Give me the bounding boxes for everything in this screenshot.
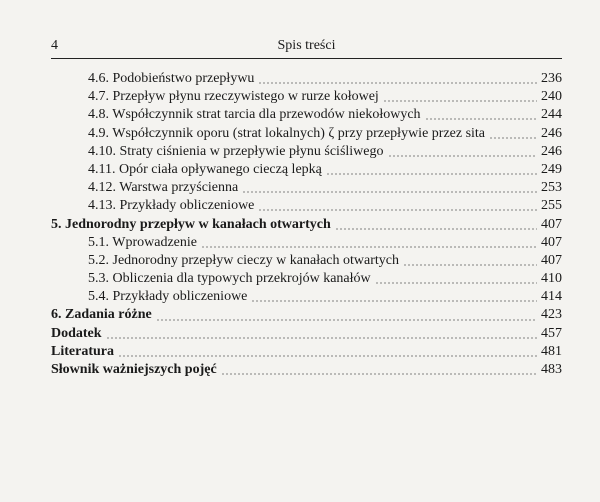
table-of-contents [51,70,562,379]
toc-leader-dots [403,264,537,266]
toc-entry-page: 414 [541,289,562,305]
toc-entry [51,179,562,197]
toc-entry-page: 407 [541,252,562,268]
running-title: Spis treści [277,38,336,53]
toc-leader-dots [326,173,537,175]
toc-leader-dots [221,373,537,375]
toc-entry-label: Literatura [51,343,114,359]
toc-leader-dots [106,337,537,339]
toc-entry [51,252,562,270]
toc-leader-dots [118,355,537,357]
toc-entry-label: 4.11. Opór ciała opływanego cieczą lepką [88,161,322,177]
toc-entry-label: 5.3. Obliczenia dla typowych przekrojów kanałów [88,271,371,287]
toc-leader-dots [335,228,537,230]
toc-entry [51,343,562,361]
toc-entry-label: 5.4. Przykłady obliczeniowe [88,289,248,305]
toc-entry-label: 4.9. Współczynnik oporu (strat lokalnych) ζ przy przepływie przez sita [88,125,486,141]
toc-entry [51,161,562,179]
page-number: 4 [51,38,58,53]
page-header [51,36,562,59]
toc-leader-dots [388,155,538,157]
toc-leader-dots [156,319,537,321]
toc-entry-label: Słownik ważniejszych pojęć [51,362,217,377]
toc-entry-label: Dodatek [51,325,102,341]
toc-entry-page: 457 [541,325,562,341]
toc-entry-label: 4.8. Współczynnik strat tarcia dla przewodów niekołowych [88,107,421,123]
toc-entry-page: 246 [541,125,562,141]
toc-entry [51,270,562,288]
toc-leader-dots [425,118,537,120]
toc-entry-page: 410 [541,271,562,287]
toc-entry-label: 5.2. Jednorodny przepływ cieczy w kanałach otwartych [88,252,399,268]
toc-entry [51,197,562,215]
toc-entry-page: 483 [541,362,562,377]
toc-entry [51,325,562,343]
toc-entry [51,234,562,252]
toc-entry [51,288,562,306]
toc-entry-page: 423 [541,307,562,323]
toc-entry-page: 407 [541,216,562,232]
toc-entry [51,106,562,124]
toc-leader-dots [258,209,537,211]
toc-entry-page: 244 [541,107,562,123]
toc-leader-dots [375,282,537,284]
toc-entry-page: 481 [541,343,562,359]
toc-entry-page: 246 [541,143,562,159]
toc-leader-dots [201,246,537,248]
toc-entry [51,125,562,143]
toc-entry-page: 240 [541,89,562,105]
toc-entry [51,306,562,324]
toc-entry-label: 4.10. Straty ciśnienia w przepływie płynu ściśliwego [88,143,384,159]
toc-entry-label: 4.7. Przepływ płynu rzeczywistego w rurze kołowej [88,89,379,105]
toc-leader-dots [251,300,537,302]
toc-entry [51,88,562,106]
toc-entry-page: 255 [541,198,562,214]
toc-entry-page: 236 [541,71,562,86]
toc-entry-page: 249 [541,161,562,177]
toc-entry-label: 4.12. Warstwa przyścienna [88,180,239,196]
toc-entry [51,143,562,161]
toc-leader-dots [489,137,537,139]
toc-entry-label: 5. Jednorodny przepływ w kanałach otwartych [51,216,331,232]
toc-entry [51,361,562,379]
toc-leader-dots [242,191,537,193]
toc-entry-label: 4.13. Przykłady obliczeniowe [88,198,255,214]
toc-leader-dots [383,100,537,102]
toc-leader-dots [258,82,537,84]
toc-entry [51,70,562,88]
toc-entry [51,216,562,234]
toc-entry-label: 5.1. Wprowadzenie [88,234,197,250]
toc-entry-page: 253 [541,180,562,196]
toc-entry-label: 6. Zadania różne [51,307,152,323]
toc-entry-page: 407 [541,234,562,250]
toc-entry-label: 4.6. Podobieństwo przepływu [88,71,255,86]
